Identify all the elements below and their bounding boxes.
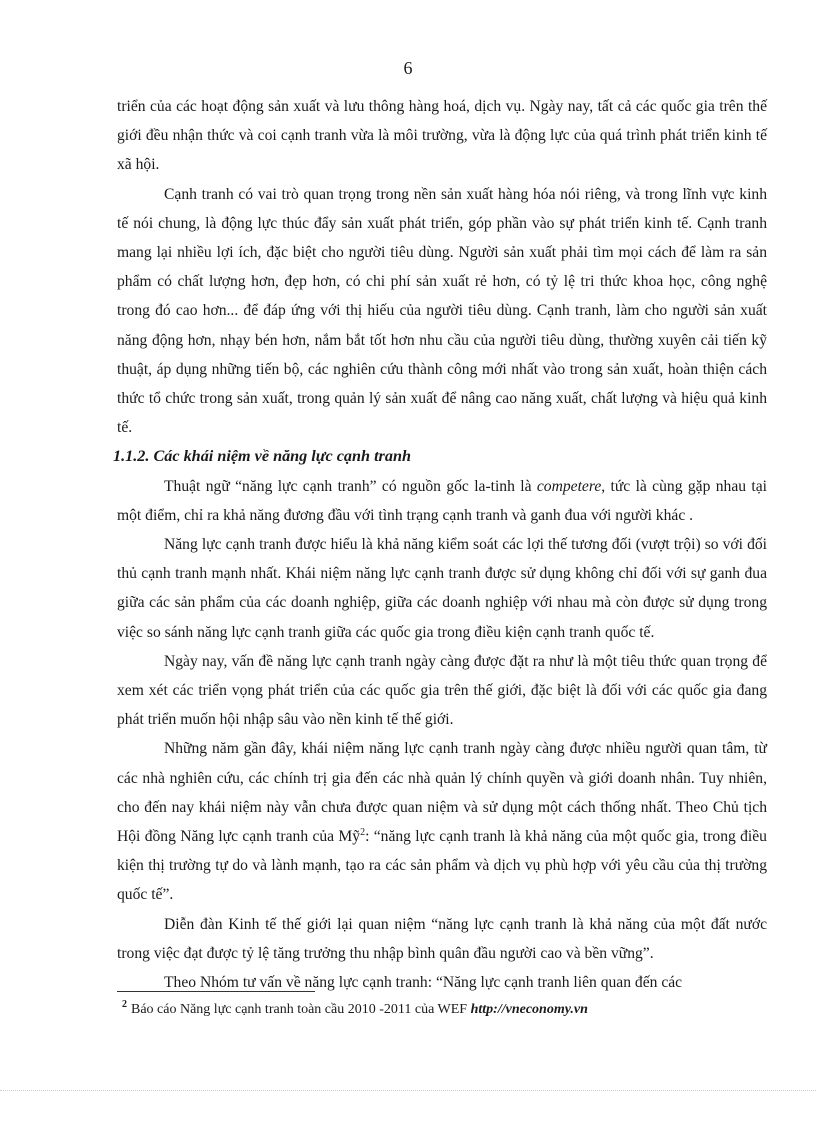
page-bottom-border	[0, 1090, 816, 1091]
document-body	[113, 92, 767, 997]
paragraph-6	[117, 734, 767, 909]
paragraph-3-text-a: Thuật ngữ “năng lực cạnh tranh” có nguồn gốc la-tinh là	[164, 477, 537, 495]
paragraph-3	[117, 472, 767, 530]
footnote-mark: 2	[122, 999, 127, 1011]
paragraph-4: Năng lực cạnh tranh được hiểu là khả năng kiểm soát các lợi thế tương đối (vượt trội) so với đối thủ cạnh tranh mạnh nhất. Khái niệm năng lực cạnh tranh được sử dụng không chỉ đối với sự ganh đua giữa các sản phẩm của các doanh nghiệp, giữa các doanh nghiệp với nhau mà còn được sử dụng trong việc so sánh năng lực cạnh tranh giữa các quốc gia trong điều kiện cạnh tranh quốc tế.	[117, 536, 767, 641]
paragraph-2: Cạnh tranh có vai trò quan trọng trong nền sản xuất hàng hóa nói riêng, và trong lĩnh vực kinh tế nói chung, là động lực thúc đẩy sản xuất phát triển, góp phần vào sự phát triển kinh tế. Cạnh tranh mang lại nhiều lợi ích, đặc biệt cho người tiêu dùng. Người sản xuất phải tìm mọi cách để làm ra sản phẩm có chất lượng hơn, đẹp hơn, có chi phí sản xuất rẻ hơn, có tỷ lệ tri thức khoa học, công nghệ trong đó cao hơn... để đáp ứng với thị hiếu của người tiêu dùng. Cạnh tranh, làm cho người sản xuất năng động hơn, nhạy bén hơn, nắm bắt tốt hơn nhu cầu của người tiêu dùng, thường xuyên cải tiến kỹ thuật, áp dụng những tiến bộ, các nghiên cứu thành công mới nhất vào trong sản xuất, hoàn thiện cách thức tổ chức trong sản xuất, trong quản lý sản xuất để nâng cao năng xuất, chất lượng và hiệu quả kinh tế.	[117, 185, 767, 437]
paragraph-5: Ngày nay, vấn đề năng lực cạnh tranh ngày càng được đặt ra như là một tiêu thức quan trọng để xem xét các triển vọng phát triển của các quốc gia trên thế giới, đặc biệt là đối với các quốc gia đang phát triển muốn hội nhập sâu vào nền kinh tế thế giới.	[117, 652, 767, 729]
latin-term: competere	[536, 477, 602, 495]
footnote-text: Báo cáo Năng lực cạnh tranh toàn cầu 2010 -2011 của WEF	[131, 1002, 471, 1017]
page-number: 6	[403, 58, 413, 78]
paragraph-1: triển của các hoạt động sản xuất và lưu thông hàng hoá, dịch vụ. Ngày nay, tất cả các quốc gia trên thế giới đều nhận thức và coi cạnh tranh vừa là môi trường, vừa là động lực của quá trình phát triển kinh tế xã hội.	[117, 98, 767, 174]
footnote-reference[interactable]: 2	[360, 826, 366, 838]
footnote-separator	[117, 991, 315, 992]
paragraph-6-text-b: : “năng lực cạnh tranh là khả năng của một quốc gia, trong điều kiện thị trường tự do và lành mạnh, tạo ra các sản phẩm và dịch vụ phù hợp với yêu cầu của thị trường quốc tế”.	[117, 828, 767, 904]
paragraph-6-text-a: Những năm gần đây, khái niệm năng lực cạnh tranh ngày càng được nhiều người quan tâm, từ các nhà nghiên cứu, các chính trị gia đến các nhà quản lý chính quyền và giới doanh nhân. Tuy nhiên, cho đến nay khái niệm này vẫn chưa được quan niệm và sử dụng một cách thống nhất. Theo Chủ tịch Hội đồng Năng lực cạnh tranh của Mỹ	[117, 740, 767, 846]
section-heading: 1.1.2. Các khái niệm về năng lực cạnh tranh	[113, 447, 411, 466]
paragraph-8: Theo Nhóm tư vấn về năng lực cạnh tranh: “Năng lực cạnh tranh liên quan đến các	[164, 974, 683, 992]
footnote-link[interactable]: http://vneconomy.vn	[470, 1002, 588, 1017]
paragraph-3-text-b: , tức là cùng gặp nhau tại một điểm, chỉ ra khả năng đương đầu với tình trạng cạnh tranh và ganh đua với người khác .	[117, 477, 767, 524]
footnote	[122, 1000, 762, 1020]
paragraph-7: Diễn đàn Kinh tế thế giới lại quan niệm “năng lực cạnh tranh là khả năng của một đất nước trong việc đạt được tỷ lệ tăng trưởng thu nhập bình quân đầu người cao và bền vững”.	[117, 915, 767, 962]
